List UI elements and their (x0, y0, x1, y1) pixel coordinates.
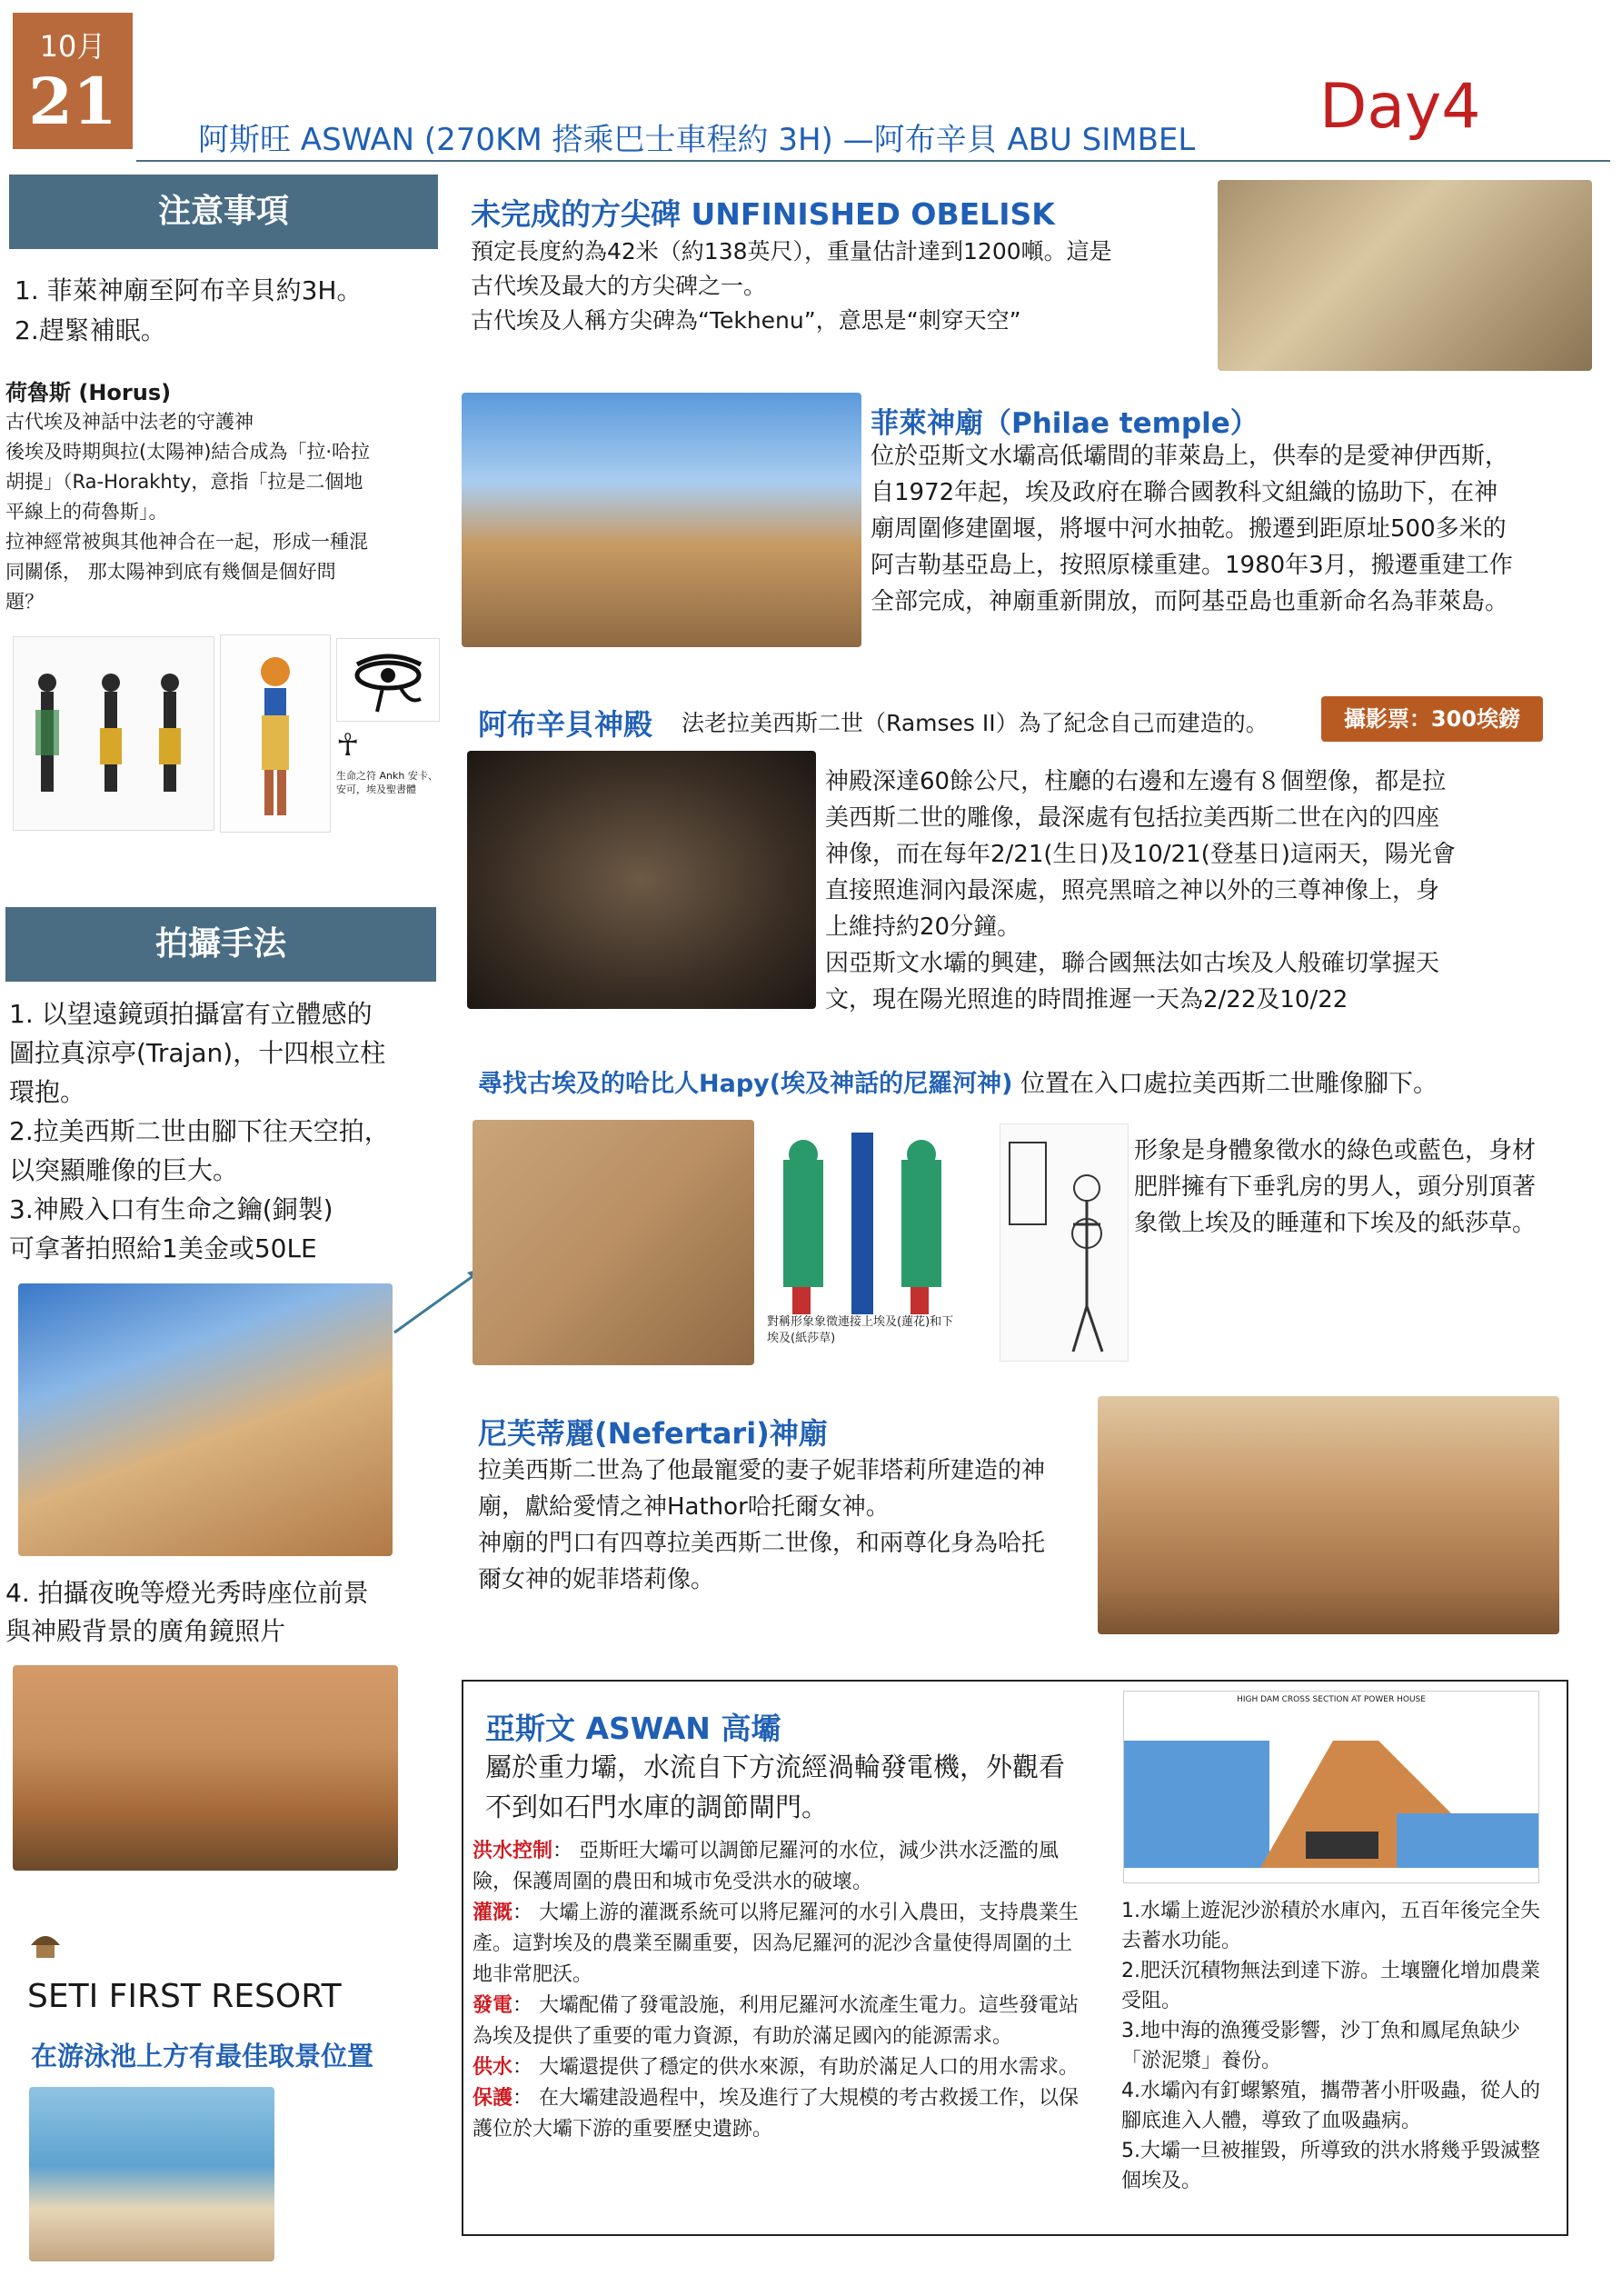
nefertari-line: 神廟的門口有四尊拉美西斯二世像，和兩尊化身為哈托 (478, 1530, 1046, 1557)
resort-name: SETI FIRST RESORT (27, 1978, 342, 2015)
nefertari-line: 拉美西斯二世為了他最寵愛的妻子妮菲塔莉所建造的神 (478, 1457, 1046, 1484)
philae-text (871, 438, 1513, 620)
hapy-desc-line: 形象是身體象徵水的綠色或藍色，身材 (1134, 1137, 1537, 1164)
ramses-statue-photo (18, 1283, 393, 1556)
abu-simbel-text (825, 764, 1456, 1018)
philae-line: 自1972年起，埃及政府在聯合國教科文組織的協助下，在神 (871, 479, 1498, 506)
dam-diagram-caption: HIGH DAM CROSS SECTION AT POWER HOUSE (1237, 1695, 1426, 1704)
sanctuary-photo (467, 751, 816, 1009)
hapy-desc (1134, 1133, 1536, 1242)
benefit-label: 發電 (473, 1994, 513, 2017)
hapy-sketch (1000, 1123, 1129, 1362)
resort-tip: 在游泳池上方有最佳取景位置 (31, 2041, 374, 2071)
hapy-heading (478, 1063, 1438, 1099)
dam-issue: 1.水壩上遊泥沙淤積於水庫內，五百年後完全失去蓄水功能。 (1121, 1900, 1540, 1952)
hapy-caption: 對稱形象象徵連接上埃及(蓮花)和下埃及(紙莎草) (767, 1314, 960, 1347)
hapy-relief-photo (473, 1120, 754, 1365)
dam-diagram (1123, 1691, 1539, 1883)
philae-line: 廟周圍修建圍堰，將堰中河水抽乾。搬遷到距原址500多米的 (871, 515, 1507, 543)
benefit-text: ： 亞斯旺大壩可以調節尼羅河的水位，減少洪水泛濫的風險，保護周圍的農田和城市免受洪水的破壞。 (473, 1840, 1060, 1893)
ankh-note: 生命之符 Ankh 安卡、安可，埃及聖書體 (336, 770, 438, 795)
benefit-text: ： 大壩配備了發電設施，利用尼羅河水流產生電力。這些發電站為埃及提供了重要的電力資源，有助於滿足國內的能源需求。 (473, 1994, 1080, 2048)
philae-line: 阿吉勒基亞島上，按照原樣重建。1980年3月，搬遷重建工作 (871, 552, 1513, 579)
abu-simbel-night-photo (13, 1665, 398, 1871)
nefertari-title: 尼芙蒂麗(Nefertari)神廟 (478, 1416, 828, 1451)
abu-simbel-line: 神殿深達60餘公尺，柱廳的右邊和左邊有８個塑像，都是拉 (825, 768, 1447, 795)
horus-line: 拉神經常被與其他神合在一起，形成一種混 (5, 531, 368, 553)
notes-item: 1. 菲萊神廟至阿布辛貝約3H。 (15, 275, 363, 305)
abu-simbel-line: 文，現在陽光照進的時間推遲一天為2/22及10/22 (825, 986, 1348, 1013)
dam-cross-section-icon (1124, 1704, 1538, 1877)
hapy-title-rest: 位置在入口處拉美西斯二世雕像腳下。 (1020, 1070, 1438, 1098)
hapy-desc-line: 肥胖擁有下垂乳房的男人，頭分別頂著 (1134, 1173, 1537, 1201)
photo-tip4-line: 4. 拍攝夜晚等燈光秀時座位前景 (5, 1578, 369, 1608)
photo-line: 2.拉美西斯二世由腳下往天空拍， (9, 1116, 390, 1146)
photo-line: 以突顯雕像的巨大。 (9, 1155, 239, 1185)
horus-line: 題？ (5, 591, 44, 613)
notes-item: 2.趕緊補眠。 (15, 315, 166, 345)
dam-intro (485, 1747, 1065, 1827)
horus-line: 同關係， 那太陽神到底有幾個是個好問 (5, 561, 336, 583)
benefit-power (473, 1991, 1083, 2052)
header-rule (136, 160, 1610, 162)
philae-title: 菲萊神廟（Philae temple） (871, 407, 1259, 440)
dam-intro-line: 不到如石門水庫的調節閘門。 (485, 1792, 829, 1822)
abu-simbel-line: 美西斯二世的雕像，最深處有包括拉美西斯二世在內的四座 (825, 804, 1440, 832)
photo-tips-title: 拍攝手法 (5, 907, 436, 982)
photo-ticket-badge: 攝影票：300埃鎊 (1321, 696, 1543, 742)
photo-tips-text (9, 994, 390, 1268)
nefertari-temple-photo (1098, 1396, 1559, 1634)
date-month: 10月 (39, 29, 106, 64)
obelisk-line: 古代埃及最大的方尖碑之一。 (471, 273, 767, 299)
dam-title: 亞斯文 ASWAN 高壩 (485, 1711, 781, 1746)
benefit-label: 灌溉 (473, 1902, 513, 1924)
day-label: Day4 (1319, 71, 1481, 143)
abu-simbel-line: 因亞斯文水壩的興建，聯合國無法如古埃及人般確切掌握天 (825, 950, 1440, 977)
nefertari-line: 爾女神的妮菲塔莉像。 (478, 1566, 715, 1593)
obelisk-line: 古代埃及人稱方尖碑為“Tekhenu”，意思是“刺穿天空” (471, 307, 1021, 334)
benefit-irrigation (473, 1898, 1083, 1991)
benefit-label: 供水 (473, 2056, 513, 2079)
abu-simbel-subtitle: 法老拉美西斯二世（Ramses II）為了紀念自己而建造的。 (682, 710, 1269, 736)
benefit-flood (473, 1836, 1083, 1898)
abu-simbel-line: 直接照進洞內最深處，照亮黑暗之神以外的三尊神像上，身 (825, 877, 1440, 904)
ankh-icon: ☥ (336, 727, 360, 764)
horus-line: 平線上的荷魯斯」。 (5, 501, 168, 523)
eye-of-horus-icon (336, 638, 440, 722)
photo-tip4-line: 與神殿背景的廣角鏡照片 (5, 1616, 286, 1646)
date-day: 21 (28, 64, 117, 139)
obelisk-photo (1218, 180, 1592, 371)
dam-issue: 4.水壩內有釘螺繁殖，攜帶著小肝吸蟲，從人的腳底進入人體，導致了血吸蟲病。 (1121, 2080, 1540, 2132)
notes-list (15, 271, 363, 351)
resort-pool-photo (29, 2087, 274, 2261)
dam-issues (1121, 1896, 1548, 2196)
obelisk-text (471, 235, 1112, 338)
dam-issue: 5.大壩一旦被摧毀，所導致的洪水將幾乎毀滅整個埃及。 (1121, 2140, 1540, 2192)
photo-line: 可拿著拍照給1美金或50LE (9, 1233, 317, 1263)
obelisk-title: 未完成的方尖碑 UNFINISHED OBELISK (471, 196, 1055, 232)
benefit-label: 保護 (473, 2087, 513, 2110)
horus-line: 古代埃及神話中法老的守護神 (5, 411, 254, 433)
benefit-protection (473, 2083, 1083, 2145)
hapy-sketch-icon (1000, 1124, 1128, 1361)
photo-line: 1. 以望遠鏡頭拍攝富有立體感的 (9, 999, 373, 1029)
photo-line: 3.神殿入口有生命之鑰(銅製) (9, 1194, 333, 1224)
philae-line: 全部完成，神廟重新開放，而阿基亞島也重新命名為菲萊島。 (871, 588, 1509, 615)
horus-line: 後埃及時期與拉(太陽神)結合成為「拉·哈拉 (5, 441, 371, 463)
hut-icon (27, 1925, 64, 1962)
route-title: 阿斯旺 ASWAN (270KM 搭乘巴士車程約 3H) —阿布辛貝 ABU SIMBEL (198, 122, 1196, 158)
abu-simbel-title: 阿布辛貝神殿 (478, 707, 653, 742)
abu-simbel-line: 神像，而在每年2/21(生日)及10/21(登基日)這兩天，陽光會 (825, 841, 1456, 868)
horus-title: 荷魯斯 (Horus) (5, 380, 172, 405)
ra-figure-icon (221, 635, 330, 832)
photo-line: 圖拉真涼亭(Trajan)，十四根立柱 (9, 1038, 386, 1068)
benefit-text: ： 大壩上游的灌溉系統可以將尼羅河的水引入農田，支持農業生產。這對埃及的農業至關重要，因為尼羅河的泥沙含量使得周圍的土地非常肥沃。 (473, 1902, 1080, 1986)
philae-photo (462, 393, 861, 647)
ra-illustration (220, 634, 331, 833)
dam-issue: 3.地中海的漁獲受影響，沙丁魚和鳳尾魚缺少「淤泥漿」養份。 (1121, 2020, 1520, 2072)
gods-illustration (13, 636, 214, 831)
dam-benefits (473, 1836, 1083, 2145)
benefit-water (473, 2052, 1083, 2083)
benefit-label: 洪水控制 (473, 1840, 553, 1862)
abu-simbel-line: 上維持約20分鐘。 (825, 913, 1021, 941)
benefit-text: ： 大壩還提供了穩定的供水來源，有助於滿足人口的用水需求。 (512, 2056, 1080, 2079)
gods-figures-icon (14, 637, 214, 830)
obelisk-line: 預定長度約為42米（約138英尺），重量估計達到1200噸。這是 (471, 238, 1112, 265)
dam-issue: 2.肥沃沉積物無法到達下游。土壤鹽化增加農業受阻。 (1121, 1960, 1540, 2012)
photo-tip-4 (5, 1574, 369, 1651)
date-box (13, 13, 133, 149)
horus-text (5, 407, 438, 617)
nefertari-text (478, 1452, 1045, 1598)
nefertari-line: 廟，獻給愛情之神Hathor哈托爾女神。 (478, 1493, 890, 1521)
hapy-title: 尋找古埃及的哈比人Hapy(埃及神話的尼羅河神) (478, 1070, 1013, 1098)
hapy-desc-line: 象徵上埃及的睡蓮和下埃及的紙莎草。 (1134, 1210, 1537, 1237)
horus-line: 胡提」（Ra-Horakhty，意指「拉是二個地 (5, 471, 363, 493)
photo-line: 環抱。 (9, 1077, 86, 1107)
dam-intro-line: 屬於重力壩，水流自下方流經渦輪發電機，外觀看 (485, 1752, 1066, 1782)
philae-line: 位於亞斯文水壩高低壩間的菲萊島上，供奉的是愛神伊西斯， (871, 443, 1509, 470)
notes-title: 注意事項 (9, 175, 438, 249)
benefit-text: ： 在大壩建設過程中，埃及進行了大規模的考古救援工作，以保護位於大壩下游的重要歷史遺跡。 (473, 2087, 1080, 2141)
